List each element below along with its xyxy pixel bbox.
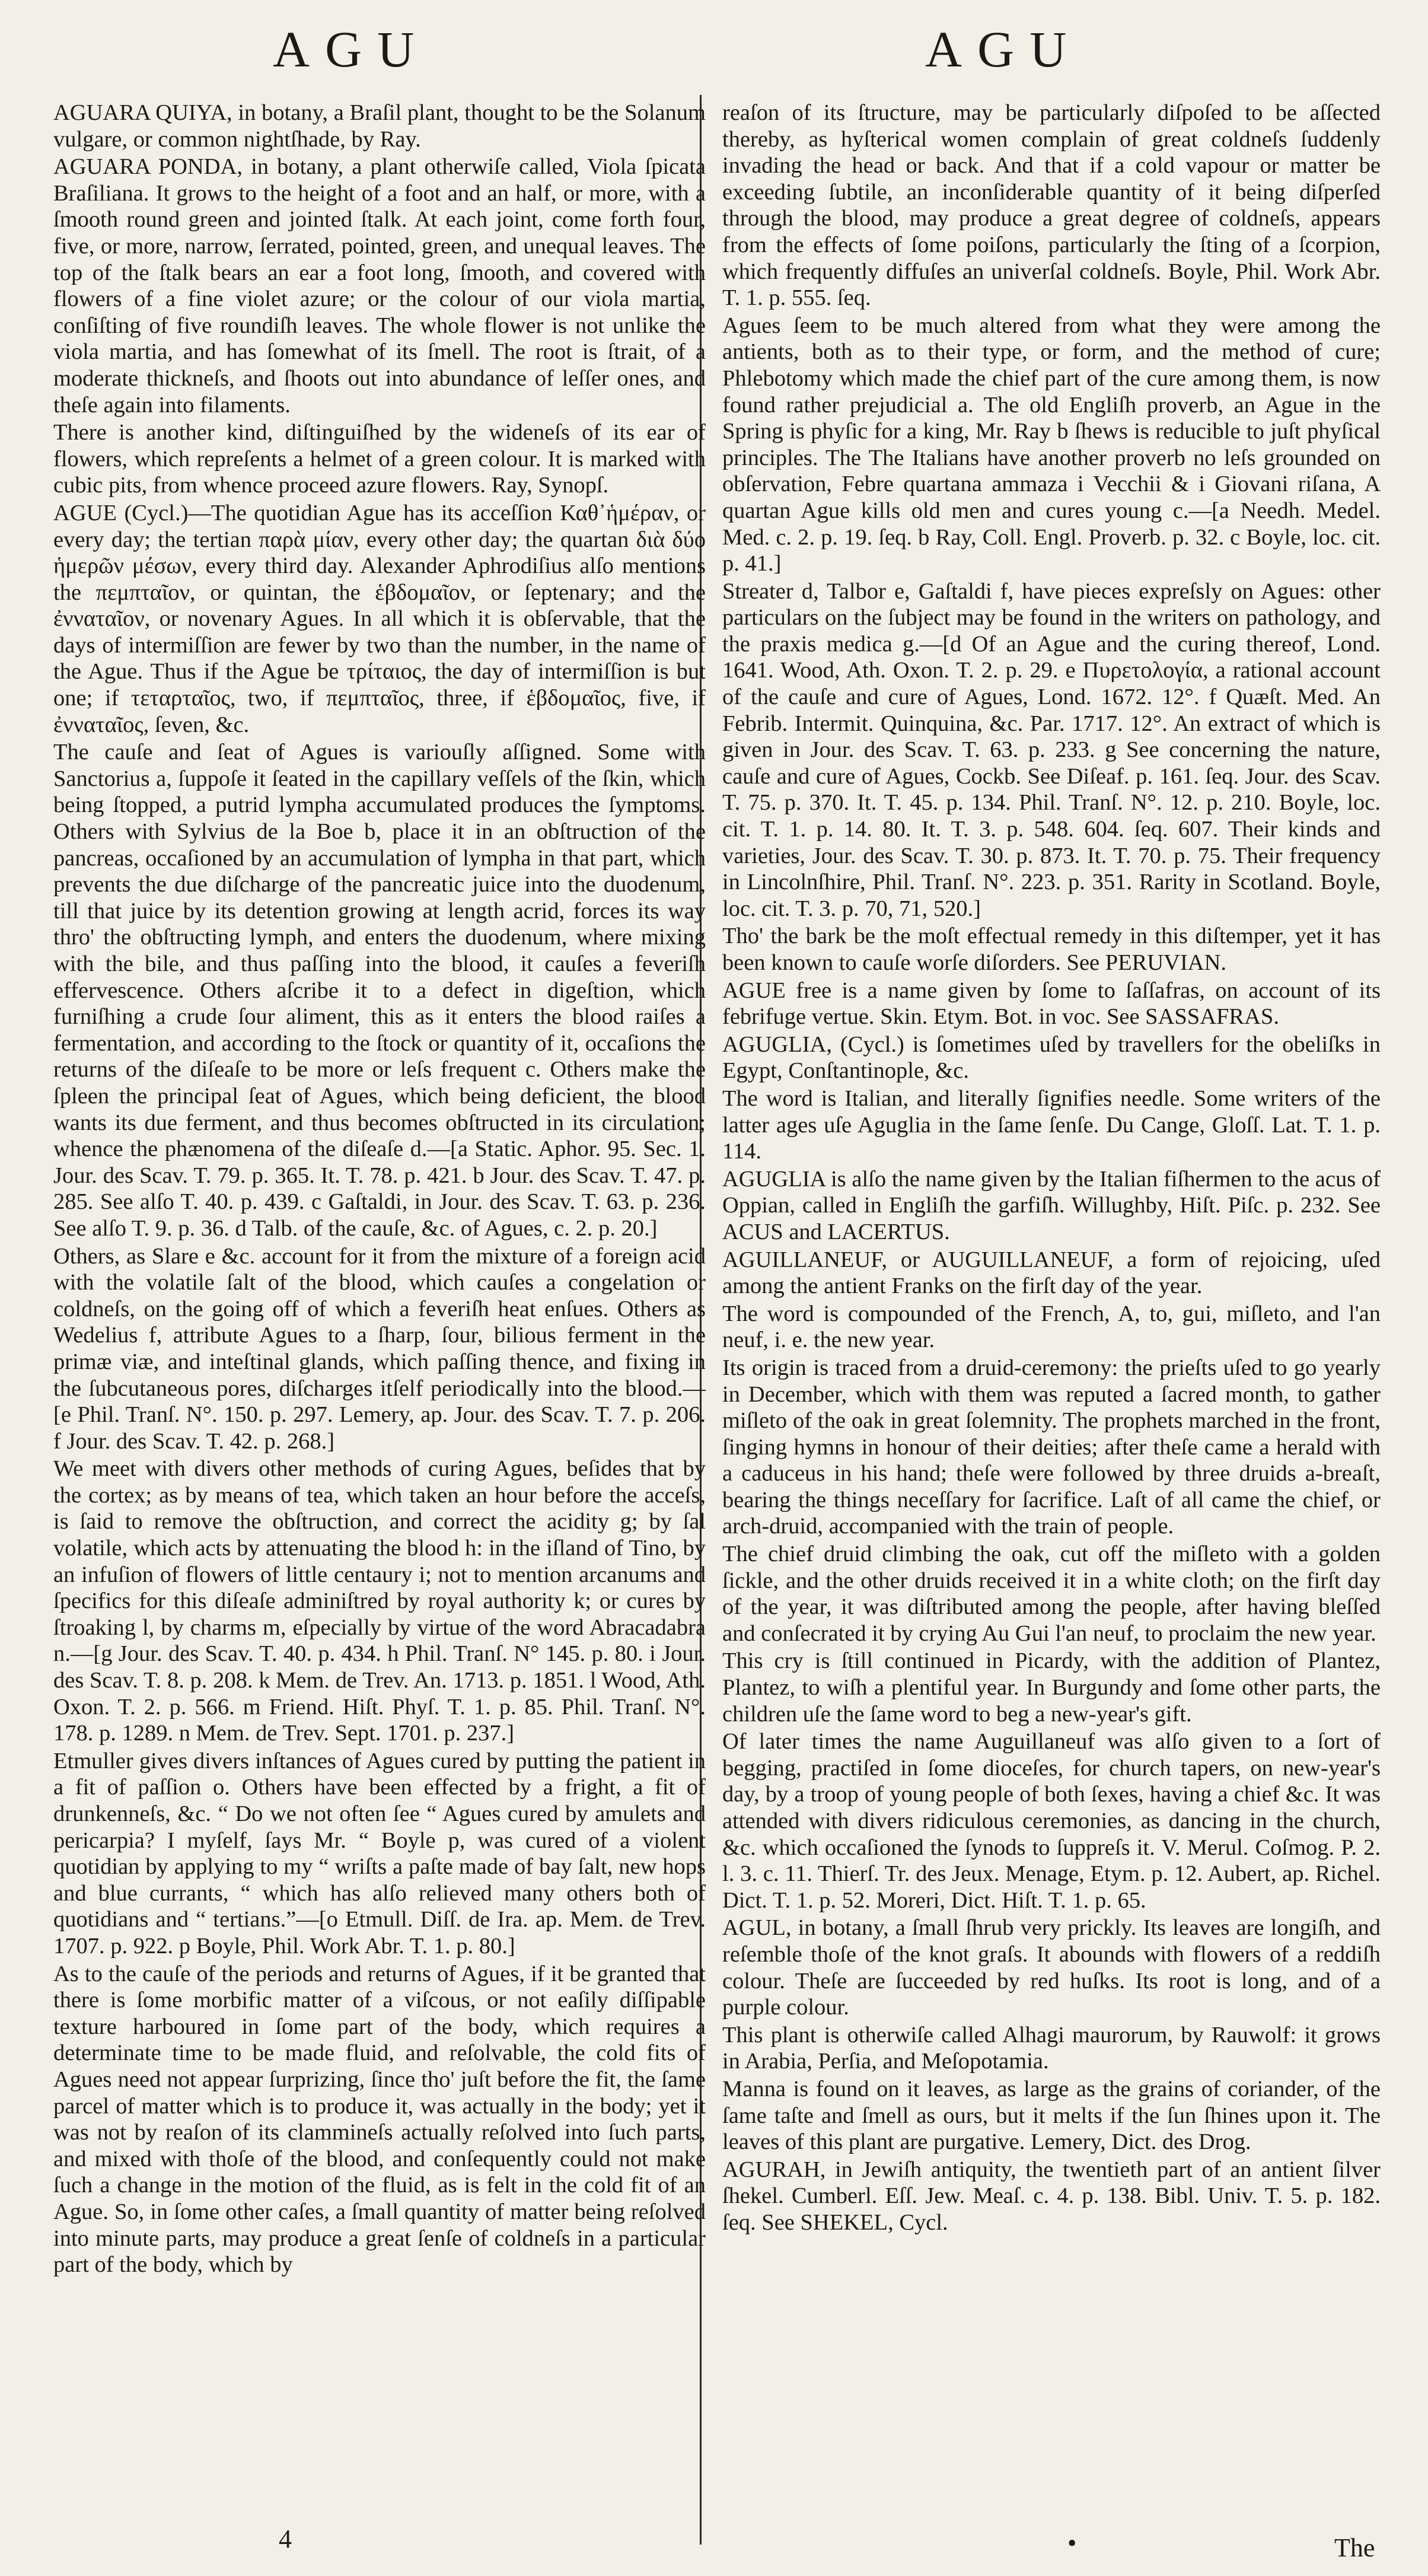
paragraph: The cauſe and ſeat of Agues is variouſly aſſigned. Some with Sanctorius a, ſuppoſe it ſeated in the capillary veſſels of the ſkin, which being ſtopped, a putrid lympha accumulated produces the ſymptoms. Others with Sylvius de la Boe b, place it in an obſtruction of the pancreas, occaſioned by an accumulation of lympha in that part, which prevents the due diſcharge of the pancreatic juice into the duodenum, till that juice by its detention growing at length acrid, forces its way thro' the obſtructing lymph, and enters the duodenum, where mixing with the bile, and thus paſſing into the blood, it cauſes a feveriſh effervescence. Others aſcribe it to a defect in digeſtion, which furniſhing a crude ſour aliment, this as it enters the blood raiſes a fermentation, and according to the ſtock or quantity of it, occaſions the returns of the diſeaſe to be more or leſs frequent c. Others make the ſpleen the principal ſeat of Agues, which being deficient, the blood wants its due ferment, and thus becomes obſtructed in its circulation; whence the phænomena of the diſeaſe d.—[a Static. Aphor. 95. Sec. 1. Jour. des Scav. T. 79. p. 365. It. T. 78. p. 421. b Jour. des Scav. T. 47. p. 285. See alſo T. 40. p. 439. c Gaſtaldi, in Jour. des Scav. T. 63. p. 236. See alſo T. 9. p. 36. d Talb. of the cauſe, &c. of Agues, c. 2. p. 20.] [53,740,706,1241]
catchword: The [1334,2533,1375,2562]
paragraph: We meet with divers other methods of curing Agues, beſides that by the cortex; as by means of tea, which taken an hour before the acceſs, is ſaid to remove the obſtruction, and correct the acidity g; by ſal volatile, which acts by attenuating the blood h: in the iſland of Tino, by an infuſion of flowers of little centaury i; not to mention arcanums and ſpecifics for this diſeaſe adminiſtred by royal authority k; or cures by ſtroaking l, by charms m, eſpecially by virtue of the word Abracadabra n.—[g Jour. des Scav. T. 40. p. 434. h Phil. Tranſ. N° 145. p. 80. i Jour. des Scav. T. 8. p. 208. k Mem. de Trev. An. 1713. p. 1851. l Wood, Ath. Oxon. T. 2. p. 566. m Friend. Hiſt. Phyſ. T. 1. p. 85. Phil. Tranſ. N°. 178. p. 1289. n Mem. de Trev. Sept. 1701. p. 237.] [53,1456,706,1746]
paragraph: This cry is ſtill continued in Picardy, with the addition of Plantez, Plantez, to wiſh a plentiful year. In Burgundy and ſome other parts, the children uſe the ſame word to beg a new-year's gift. [722,1648,1381,1727]
entry-aguillaneuf: AGUILLANEUF, or AUGUILLANEUF, a form of rejoicing, uſed among the antient Franks on the firſt day of the year. [722,1247,1381,1299]
paragraph: Streater d, Talbor e, Gaſtaldi f, have pieces expreſsly on Agues: other particulars on the ſubject may be found in the writers on pathology, and the praxis medica g.—[d Of an Ague and the curing thereof, Lond. 1641. Wood, Ath. Oxon. T. 2. p. 29. e Πυρετολογία, a rational account of the cauſe and cure of Agues, Lond. 1672. 12°. f Quæſt. Med. An Febrib. Intermit. Quinquina, &c. Par. 1717. 12°. An extract of which is given in Jour. des Scav. T. 63. p. 233. g See concerning the nature, cauſe and cure of Agues, Cockb. See Diſeaf. p. 161. ſeq. Jour. des Scav. T. 75. p. 370. It. T. 45. p. 134. Phil. Tranſ. N°. 12. p. 210. Boyle, loc. cit. T. 1. p. 14. 80. It. T. 3. p. 548. 604. ſeq. 607. Their kinds and varieties, Jour. des Scav. T. 30. p. 873. It. T. 70. p. 75. Their frequency in Lincolnſhire, Phil. Tranſ. N°. 223. p. 351. Rarity in Scotland. Boyle, loc. cit. T. 3. p. 70, 71, 520.] [722,578,1381,921]
paragraph: Its origin is traced from a druid-ceremony: the prieſts uſed to go yearly in December, which with them was reputed a ſacred month, to gather miſleto of the oak in great ſolemnity. The prophets marched in the front, ſinging hymns in honour of their deities; after theſe came a herald with a caduceus in his hand; theſe were followed by three druids a-breaſt, bearing the things neceſſary for ſacrifice. Laſt of all came the chief, or arch-druid, accompanied with the train of people. [722,1355,1381,1539]
running-head-right: AGU [925,21,1082,78]
entry-aguara-ponda: AGUARA PONDA, in botany, a plant otherwiſe called, Viola ſpicata Braſiliana. It grows to the height of a foot and an half, or more, with a ſmooth round green and jointed ſtalk. At each joint, come forth four, five, or more, narrow, ſerrated, pointed, green, and unequal leaves. The top of the ſtalk bears an ear a foot long, ſmooth, and covered with flowers of a fine violet azure; or the colour of our viola martia, conſiſting of five roundiſh leaves. The whole flower is not unlike the viola martia, and has ſomewhat of its ſmell. The root is ſtrait, of a moderate thickneſs, and ſhoots out into abundance of leſſer ones, and theſe again into filaments. [53,154,706,418]
left-column [53,100,706,2279]
paragraph: The chief druid climbing the oak, cut off the miſleto with a golden ſickle, and the other druids received it in a white cloth; on the firſt day of the year, it was diſtributed among the people, after having bleſſed and conſecrated it by crying Au Gui l'an neuf, to proclaim the new year. [722,1542,1381,1646]
entry-agurah: AGURAH, in Jewiſh antiquity, the twentieth part of an antient ſilver ſhekel. Cumberl. Eſſ. Jew. Meaſ. c. 4. p. 138. Bibl. Univ. T. 5. p. 182. ſeq. See SHEKEL, Cycl. [722,2157,1381,2235]
paragraph: Etmuller gives divers inſtances of Agues cured by putting the patient in a fit of paſſion o. Others have been effected by a fright, a fit of drunkenneſs, &c. “ Do we not often ſee “ Agues cured by amulets and pericarpia? I myſelf, ſays Mr. “ Boyle p, was cured of a violent quotidian by applying to my “ wriſts a paſte made of bay ſalt, new hops and blue currants, “ which has alſo relieved many others both of quotidians and “ tertians.”—[o Etmull. Diſſ. de Ira. ap. Mem. de Trev. 1707. p. 922. p Boyle, Phil. Work Abr. T. 1. p. 80.] [53,1748,706,1959]
paragraph: Manna is found on it leaves, as large as the grains of coriander, of the ſame taſte and ſmell as ours, but it melts if the ſun ſhines upon it. The leaves of this plant are purgative. Lemery, Dict. des Drog. [722,2076,1381,2155]
entry-agul: AGUL, in botany, a ſmall ſhrub very prickly. Its leaves are longiſh, and reſemble thoſe of the knot graſs. It abounds with flowers of a reddiſh colour. Theſe are ſucceeded by red huſks. Its root is long, and of a purple colour. [722,1915,1381,2020]
entry-aguglia-2: AGUGLIA is alſo the name given by the Italian fiſhermen to the acus of Oppian, called in Engliſh the garfiſh. Willughby, Hiſt. Piſc. p. 232. See ACUS and LACERTUS. [722,1166,1381,1244]
page-number: 4 [279,2524,292,2553]
paragraph: Agues ſeem to be much altered from what they were among the antients, both as to their type, or form, and the method of cure; Phlebotomy which made the chief part of the cure among them, is now found rather prejudicial a. The old Engliſh proverb, an Ague in the Spring is phyſic for a king, Mr. Ray b ſhews is reducible to juſt phyſical principles. The The Italians have another proverb no leſs grounded on obſervation, Febre quartana ammaza i Vecchii & i Giovani riſana, A quartan Ague kills old men and cures young c.—[a Needh. Medel. Med. c. 2. p. 19. ſeq. b Ray, Coll. Engl. Proverb. p. 32. c Boyle, loc. cit. p. 41.] [722,313,1381,577]
entry-aguglia: AGUGLIA, (Cycl.) is ſometimes uſed by travellers for the obeliſks in Egypt, Conſtantinople, &c. [722,1031,1381,1084]
entry-ague-free: AGUE free is a name given by ſome to ſaſſafras, on account of its febrifuge vertue. Skin. Etym. Bot. in voc. See SASSAFRAS. [722,977,1381,1030]
paragraph: There is another kind, diſtinguiſhed by the wideneſs of its ear of flowers, which repreſents a helmet of a green colour. It is marked with cubic pits, from whence proceed azure flowers. Ray, Synopſ. [53,420,706,498]
entry-ague: AGUE (Cycl.)—The quotidian Ague has its acceſſion Καθ᾽ἡμέραν, or every day; the tertian παρὰ μίαν, every other day; the quartan διὰ δύο ἡμερῶν μέσων, every third day. Alexander Aphrodiſius alſo mentions the πεμπταῖον, or quintan, the ἑβδομαῖον, or ſeptenary; and the ἐνναταῖον, or novenary Agues. In all which it is obſervable, that the days of intermiſſion are fewer by two than the number, in the name of the Ague. Thus if the Ague be τρίταιος, the day of intermiſſion is but one; if τεταρταῖος, two, if πεμπταῖος, three, if ἑβδομαῖος, five, if ἐνναταῖος, ſeven, &c. [53,500,706,737]
paragraph: Others, as Slare e &c. account for it from the mixture of a foreign acid with the volatile ſalt of the blood, which cauſes a congelation or coldneſs, on the going off of which a feveriſh heat enſues. Others as Wedelius f, attribute Agues to a ſharp, ſour, bilious ferment in the primæ viæ, and inteſtinal glands, which paſſing thence, and fixing in the ſubcutaneous pores, diſcharges itſelf periodically into the blood.—[e Phil. Tranſ. N°. 150. p. 297. Lemery, ap. Jour. des Scav. T. 7. p. 206. f Jour. des Scav. T. 42. p. 268.] [53,1243,706,1454]
paragraph: The word is compounded of the French, A, to, gui, miſleto, and l'an neuf, i. e. the new year. [722,1301,1381,1353]
paragraph: As to the cauſe of the periods and returns of Agues, if it be granted that there is ſome morbific matter of a viſcous, or not eaſily diſſipable texture harboured in ſome part of the body, which requires a determinate time to be made fluid, and reſolvable, the cold fits of Agues need not appear ſurprizing, ſince tho' juſt before the fit, the ſame parcel of matter which is to produce it, was actually in the body; yet it was not by reaſon of its clammineſs actually reſolved into ſuch parts, and mixed with thoſe of the blood, and conſequently could not make ſuch a change in the motion of the fluid, as is felt in the cold fit of an Ague. So, in ſome other caſes, a ſmall quantity of matter being reſolved into minute parts, may produce a great ſenſe of coldneſs in a particular part of the body, which by [53,1961,706,2278]
paragraph: reaſon of its ſtructure, may be particularly diſpoſed to be aſſected thereby, as hyſterical women complain of great coldneſs ſuddenly invading the head or back. And that if a cold vapour or matter be exceeding ſubtile, an inconſiderable quantity of it being diſperſed through the blood, may produce a great degree of coldneſs, appears from the effects of ſome poiſons, particularly the ſting of a ſcorpion, which frequently diffuſes an univerſal coldneſs. Boyle, Phil. Work Abr. T. 1. p. 555. ſeq. [722,100,1381,311]
paragraph: Tho' the bark be the moſt effectual remedy in this diſtemper, yet it has been known to cauſe worſe diſorders. See PERUVIAN. [722,924,1381,975]
paragraph: Of later times the name Auguillaneuf was alſo given to a ſort of begging, practiſed in ſome dioceſes, for church tapers, on new-year's day, by a troop of young people of both ſexes, having a chief &c. It was attended with divers ridiculous ceremonies, as dancing in the church, &c. which occaſioned the ſynods to ſuppreſs it. V. Merul. Coſmog. P. 2. l. 3. c. 11. Thierſ. Tr. des Jeux. Menage, Etym. p. 12. Aubert, ap. Richel. Dict. T. 1. p. 52. Moreri, Dict. Hiſt. T. 1. p. 65. [722,1729,1381,1913]
paragraph: The word is Italian, and literally ſignifies needle. Some writers of the latter ages uſe Aguglia in the ſame ſenſe. Du Cange, Gloſſ. Lat. T. 1. p. 114. [722,1085,1381,1164]
signature-mark: • [1067,2529,1077,2558]
running-head-left: AGU [273,21,430,78]
paragraph: This plant is otherwiſe called Alhagi maurorum, by Rauwolf: it grows in Arabia, Perſia, and Meſopotamia. [722,2022,1381,2074]
right-column [722,100,1381,2237]
entry-aguara-quiya: AGUARA QUIYA, in botany, a Braſil plant, thought to be the Solanum vulgare, or common nightſhade, by Ray. [53,100,706,152]
